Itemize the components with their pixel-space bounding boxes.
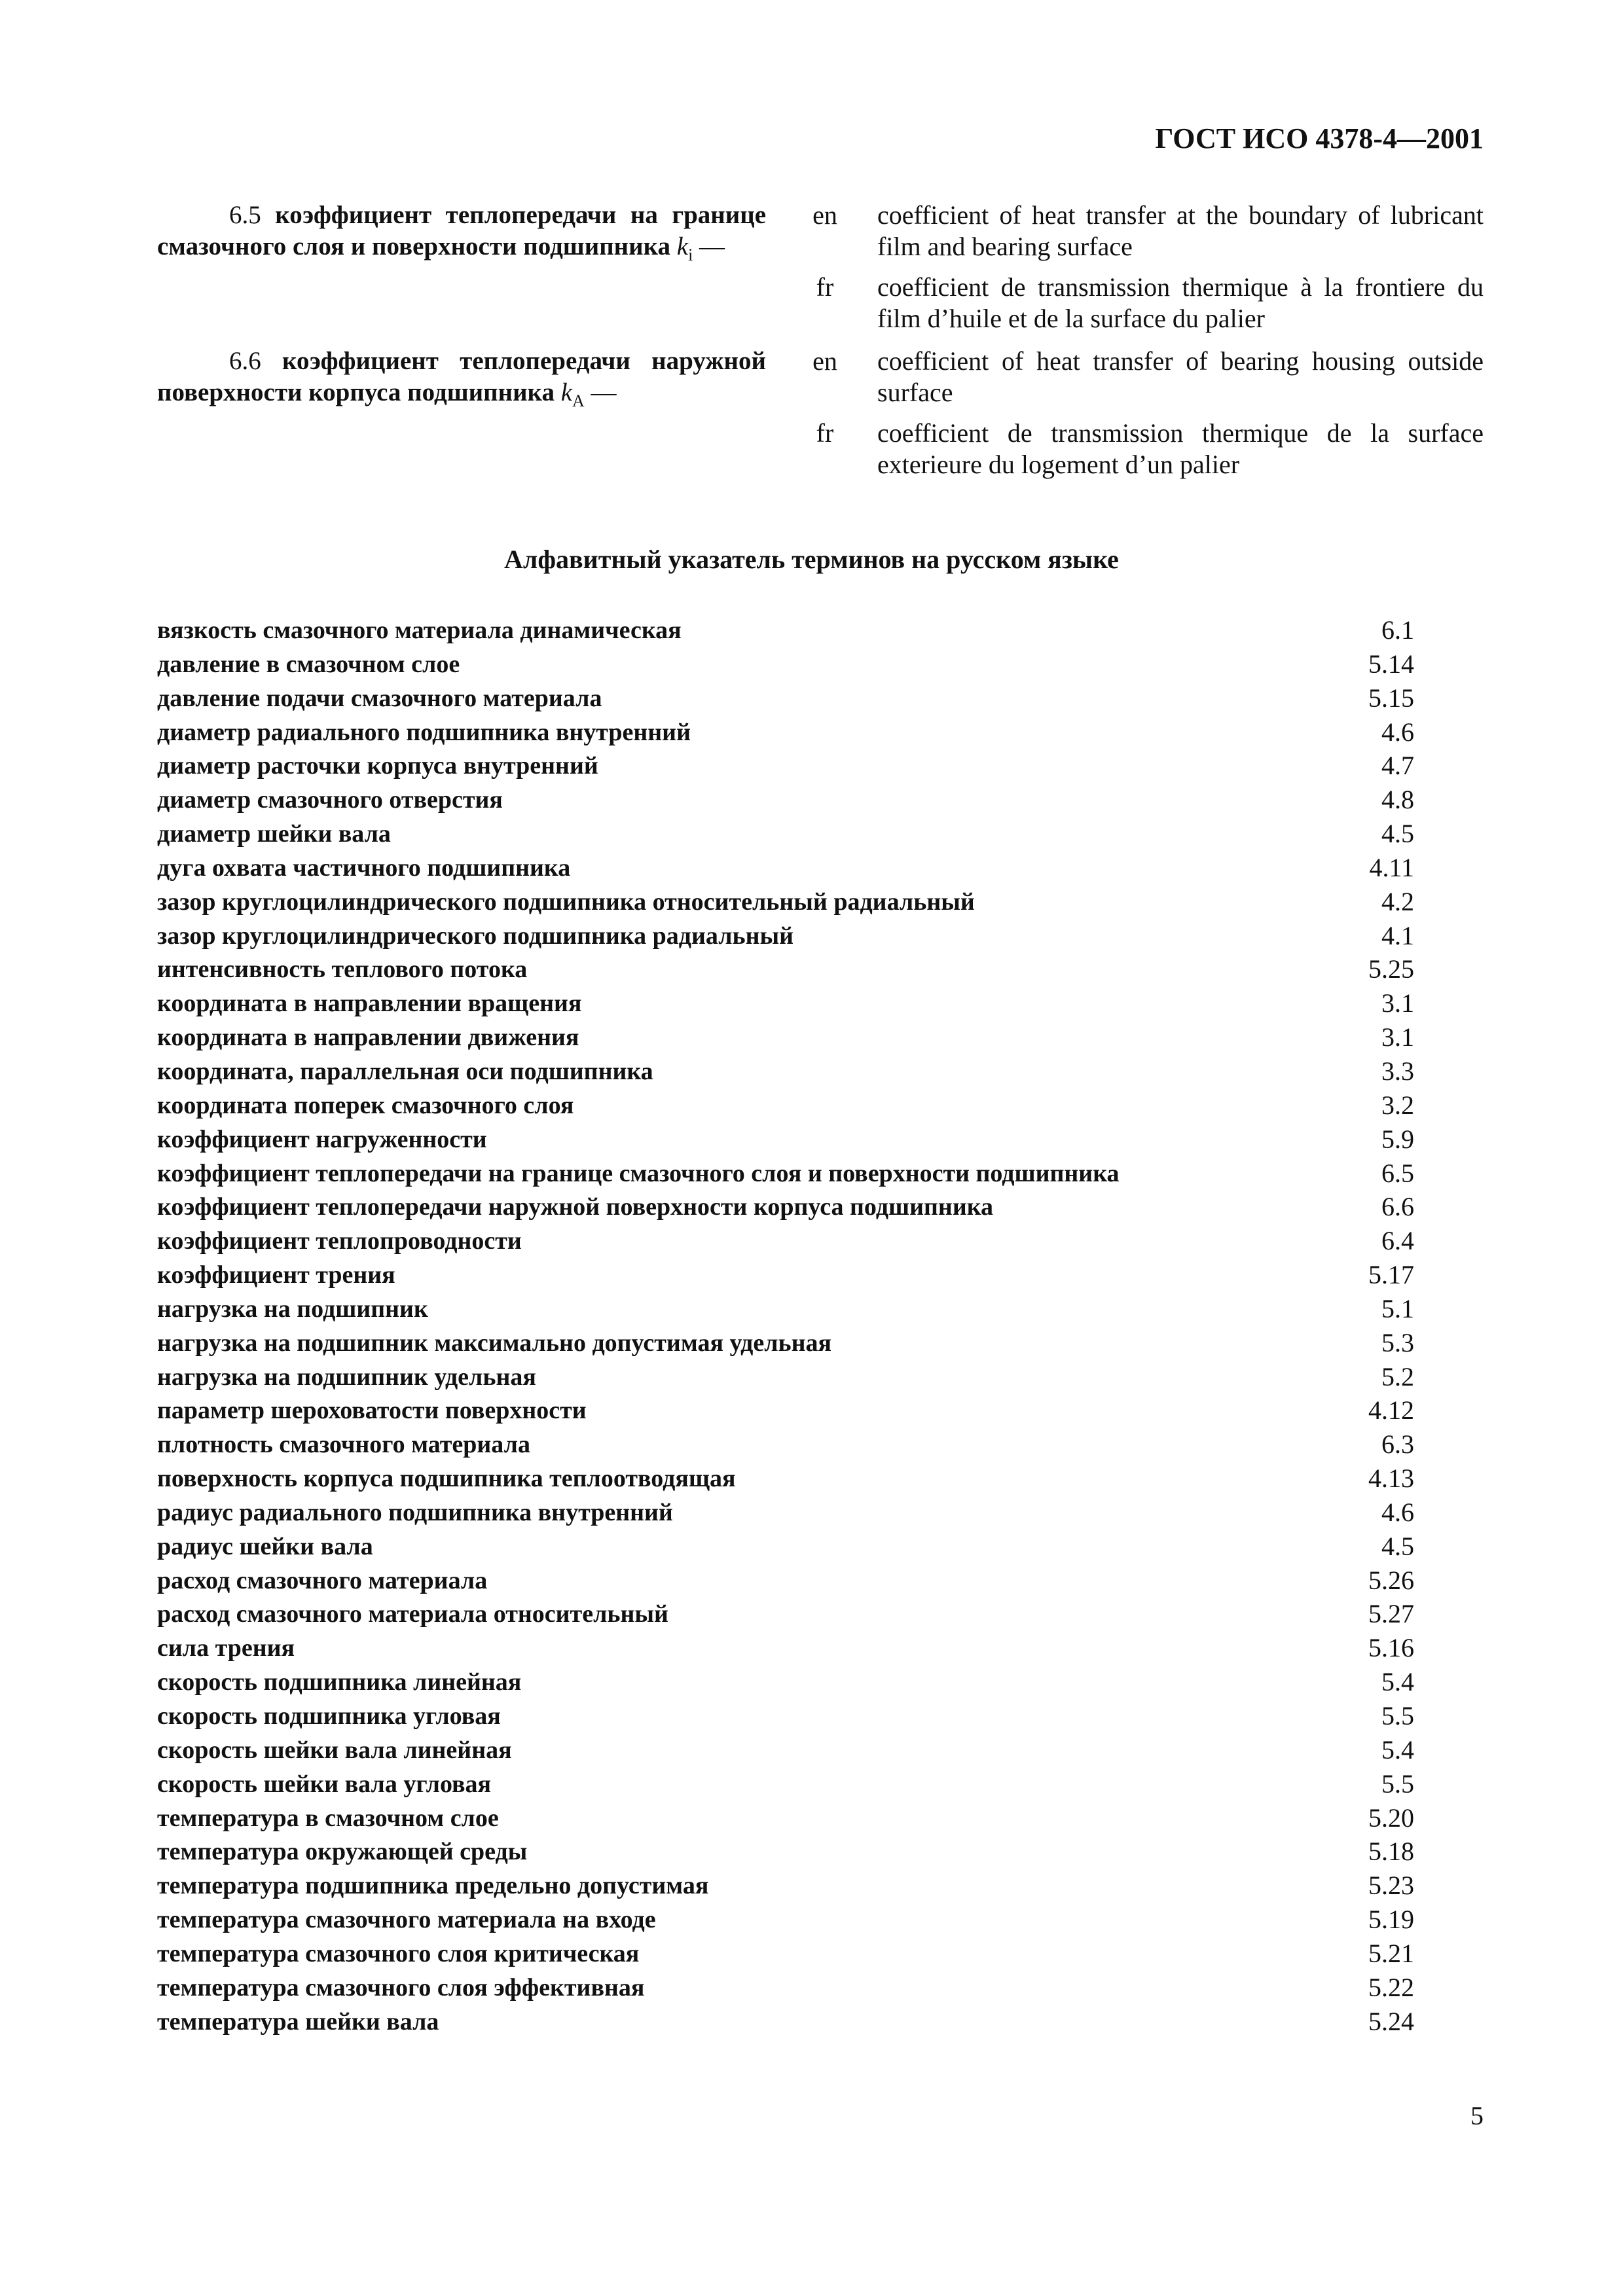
index-term: давление подачи смазочного материала bbox=[157, 684, 602, 712]
term-dash: — bbox=[699, 232, 725, 260]
index-term: координата в направлении движения bbox=[157, 1024, 579, 1052]
translation-text: coefficient of heat transfer at the boundary of lubricant film and bearing surface bbox=[877, 200, 1484, 261]
index-entry bbox=[157, 1021, 1414, 1055]
index-entry bbox=[157, 1259, 1414, 1293]
index-entry bbox=[157, 1700, 1414, 1734]
index-term: радиус радиального подшипника внутренний bbox=[157, 1498, 673, 1526]
index-reference: 5.2 bbox=[1381, 1361, 1414, 1391]
index-entry bbox=[157, 682, 1414, 716]
index-reference: 5.22 bbox=[1368, 1972, 1414, 2002]
language-code: fr bbox=[816, 272, 834, 302]
index-reference: 5.16 bbox=[1368, 1633, 1414, 1663]
translation-text: coefficient de transmission thermique à la frontiere du film d’huile et de la surface du palier bbox=[877, 272, 1484, 333]
index-entry bbox=[157, 1734, 1414, 1768]
index-term: скорость шейки вала угловая bbox=[157, 1770, 492, 1798]
index-reference: 4.6 bbox=[1381, 1497, 1414, 1527]
index-reference: 3.1 bbox=[1381, 1022, 1414, 1052]
index-entry bbox=[157, 1394, 1414, 1428]
index-reference: 5.5 bbox=[1381, 1768, 1414, 1799]
index-term: коэффициент нагруженности bbox=[157, 1125, 487, 1153]
index-term: нагрузка на подшипник максимально допустимая удельная bbox=[157, 1329, 832, 1357]
index-entry bbox=[157, 1971, 1414, 2005]
index-reference: 4.7 bbox=[1381, 751, 1414, 781]
index-entry bbox=[157, 1869, 1414, 1903]
index-entry bbox=[157, 953, 1414, 987]
index-term: координата поперек смазочного слоя bbox=[157, 1091, 574, 1119]
index-reference: 3.1 bbox=[1381, 988, 1414, 1018]
document-number: ГОСТ ИСО 4378-4—2001 bbox=[1155, 122, 1484, 154]
index-entry bbox=[157, 1530, 1414, 1564]
index-term: скорость подшипника угловая bbox=[157, 1702, 501, 1730]
index-entry bbox=[157, 648, 1414, 682]
term-symbol: $k_A$ bbox=[560, 378, 585, 410]
index-term: температура смазочного материала на входе bbox=[157, 1906, 656, 1934]
term-dash: — bbox=[591, 378, 617, 406]
index-term: интенсивность теплового потока bbox=[157, 956, 528, 984]
index-reference: 3.3 bbox=[1381, 1056, 1414, 1086]
index-term: температура в смазочном слое bbox=[157, 1804, 499, 1832]
index-entry bbox=[157, 749, 1414, 783]
index-term: параметр шероховатости поверхности bbox=[157, 1397, 587, 1425]
index-reference: 5.25 bbox=[1368, 954, 1414, 984]
index-entry bbox=[157, 987, 1414, 1021]
index-entry bbox=[157, 783, 1414, 817]
index-entry bbox=[157, 920, 1414, 954]
index-entry bbox=[157, 1293, 1414, 1327]
term-number: 6.5 bbox=[229, 201, 261, 229]
index-entry bbox=[157, 1768, 1414, 1802]
index-entry bbox=[157, 886, 1414, 920]
term-russian bbox=[157, 346, 766, 417]
index-term: скорость подшипника линейная bbox=[157, 1668, 522, 1696]
index-reference: 4.13 bbox=[1368, 1463, 1414, 1494]
translation-text: coefficient of heat transfer of bearing housing outside surface bbox=[877, 346, 1484, 407]
index-reference: 5.19 bbox=[1368, 1905, 1414, 1935]
index-reference: 5.9 bbox=[1381, 1124, 1414, 1154]
index-reference: 4.2 bbox=[1381, 886, 1414, 916]
term-text: коэффициент теплопередачи наружной поверхности корпуса подшипника bbox=[157, 347, 766, 406]
index-term: поверхность корпуса подшипника теплоотводящая bbox=[157, 1465, 736, 1493]
index-term: дуга охвата частичного подшипника bbox=[157, 853, 571, 882]
index-term: плотность смазочного материала bbox=[157, 1431, 530, 1459]
index-term: расход смазочного материала относительный bbox=[157, 1600, 668, 1628]
index-entry bbox=[157, 2005, 1414, 2039]
index-reference: 4.5 bbox=[1381, 819, 1414, 849]
index-reference: 5.1 bbox=[1381, 1293, 1414, 1323]
index-reference: 5.27 bbox=[1368, 1599, 1414, 1629]
index-term: диаметр расточки корпуса внутренний bbox=[157, 752, 598, 780]
alphabetical-index bbox=[157, 614, 1414, 2039]
index-term: нагрузка на подшипник удельная bbox=[157, 1363, 536, 1391]
index-reference: 5.18 bbox=[1368, 1837, 1414, 1867]
index-term: температура окружающей среды bbox=[157, 1838, 528, 1866]
index-entry bbox=[157, 1225, 1414, 1259]
index-entry bbox=[157, 1191, 1414, 1225]
index-term: коэффициент теплопередачи наружной поверхности корпуса подшипника bbox=[157, 1193, 994, 1221]
index-entry bbox=[157, 614, 1414, 648]
index-entry bbox=[157, 1428, 1414, 1462]
language-code: fr bbox=[816, 418, 834, 448]
index-reference: 5.4 bbox=[1381, 1667, 1414, 1697]
index-entry bbox=[157, 1089, 1414, 1123]
index-term: коэффициент трения bbox=[157, 1261, 395, 1289]
index-entry bbox=[157, 1903, 1414, 1937]
index-entry bbox=[157, 817, 1414, 852]
index-reference: 5.4 bbox=[1381, 1734, 1414, 1765]
index-term: расход смазочного материала bbox=[157, 1566, 488, 1594]
index-reference: 4.1 bbox=[1381, 920, 1414, 950]
index-entry bbox=[157, 1564, 1414, 1598]
index-term: температура смазочного слоя эффективная bbox=[157, 1973, 645, 2001]
index-entry bbox=[157, 1937, 1414, 1971]
index-reference: 5.3 bbox=[1381, 1327, 1414, 1357]
index-entry bbox=[157, 1598, 1414, 1632]
index-reference: 5.21 bbox=[1368, 1938, 1414, 1968]
index-term: вязкость смазочного материала динамическая bbox=[157, 617, 682, 644]
index-term: нагрузка на подшипник bbox=[157, 1295, 428, 1323]
term-number: 6.6 bbox=[229, 347, 261, 375]
index-reference: 6.4 bbox=[1381, 1226, 1414, 1256]
language-code: en bbox=[812, 200, 837, 230]
index-reference: 5.14 bbox=[1368, 649, 1414, 679]
index-reference: 5.15 bbox=[1368, 683, 1414, 713]
index-reference: 5.26 bbox=[1368, 1565, 1414, 1595]
index-term: температура шейки вала bbox=[157, 2007, 439, 2036]
index-reference: 6.5 bbox=[1381, 1158, 1414, 1188]
index-term: температура подшипника предельно допустимая bbox=[157, 1872, 709, 1900]
index-reference: 5.20 bbox=[1368, 1803, 1414, 1833]
index-reference: 6.6 bbox=[1381, 1192, 1414, 1222]
index-term: коэффициент теплопроводности bbox=[157, 1227, 522, 1255]
index-entry bbox=[157, 1055, 1414, 1089]
index-reference: 5.24 bbox=[1368, 2006, 1414, 2036]
index-reference: 5.5 bbox=[1381, 1701, 1414, 1731]
language-code: en bbox=[812, 346, 837, 376]
index-entry bbox=[157, 1496, 1414, 1530]
index-entry bbox=[157, 1666, 1414, 1700]
index-reference: 3.2 bbox=[1381, 1090, 1414, 1120]
index-reference: 5.17 bbox=[1368, 1260, 1414, 1290]
term-russian bbox=[157, 200, 766, 271]
term-text: коэффициент теплопередачи на границе смазочного слоя и поверхности подшипника bbox=[157, 201, 766, 260]
index-term: скорость шейки вала линейная bbox=[157, 1736, 512, 1764]
index-reference: 5.23 bbox=[1368, 1871, 1414, 1901]
index-title: Алфавитный указатель терминов на русском языке bbox=[504, 545, 1119, 574]
page-number: 5 bbox=[1470, 2101, 1484, 2130]
index-entry bbox=[157, 1123, 1414, 1157]
index-reference: 4.6 bbox=[1381, 717, 1414, 747]
index-term: радиус шейки вала bbox=[157, 1532, 373, 1560]
index-term: давление в смазочном слое bbox=[157, 650, 460, 678]
index-entry bbox=[157, 1632, 1414, 1666]
index-entry bbox=[157, 1157, 1414, 1191]
index-term: температура смазочного слоя критическая bbox=[157, 1939, 640, 1967]
index-entry bbox=[157, 1327, 1414, 1361]
index-term: коэффициент теплопередачи на границе смазочного слоя и поверхности подшипника bbox=[157, 1159, 1120, 1187]
index-term: координата, параллельная оси подшипника bbox=[157, 1057, 653, 1085]
index-entry bbox=[157, 1835, 1414, 1869]
index-term: координата в направлении вращения bbox=[157, 990, 582, 1018]
index-entry bbox=[157, 1361, 1414, 1395]
index-term: диаметр шейки вала bbox=[157, 820, 391, 848]
index-term: диаметр радиального подшипника внутренний bbox=[157, 718, 691, 746]
index-reference: 4.11 bbox=[1369, 852, 1414, 882]
translation-text: coefficient de transmission thermique de la surface exterieure du logement d’un palier bbox=[877, 418, 1484, 479]
index-entry bbox=[157, 852, 1414, 886]
index-term: зазор круглоцилиндрического подшипника радиальный bbox=[157, 922, 794, 950]
index-term: диаметр смазочного отверстия bbox=[157, 786, 503, 814]
term-symbol: $k_i$ bbox=[676, 232, 693, 264]
index-reference: 6.1 bbox=[1381, 615, 1414, 645]
index-entry bbox=[157, 1802, 1414, 1836]
index-entry bbox=[157, 716, 1414, 750]
index-reference: 4.8 bbox=[1381, 785, 1414, 815]
index-reference: 4.5 bbox=[1381, 1531, 1414, 1561]
index-term: зазор круглоцилиндрического подшипника относительный радиальный bbox=[157, 888, 975, 916]
index-reference: 6.3 bbox=[1381, 1429, 1414, 1460]
index-reference: 4.12 bbox=[1368, 1395, 1414, 1426]
index-term: сила трения bbox=[157, 1634, 295, 1662]
index-entry bbox=[157, 1462, 1414, 1496]
